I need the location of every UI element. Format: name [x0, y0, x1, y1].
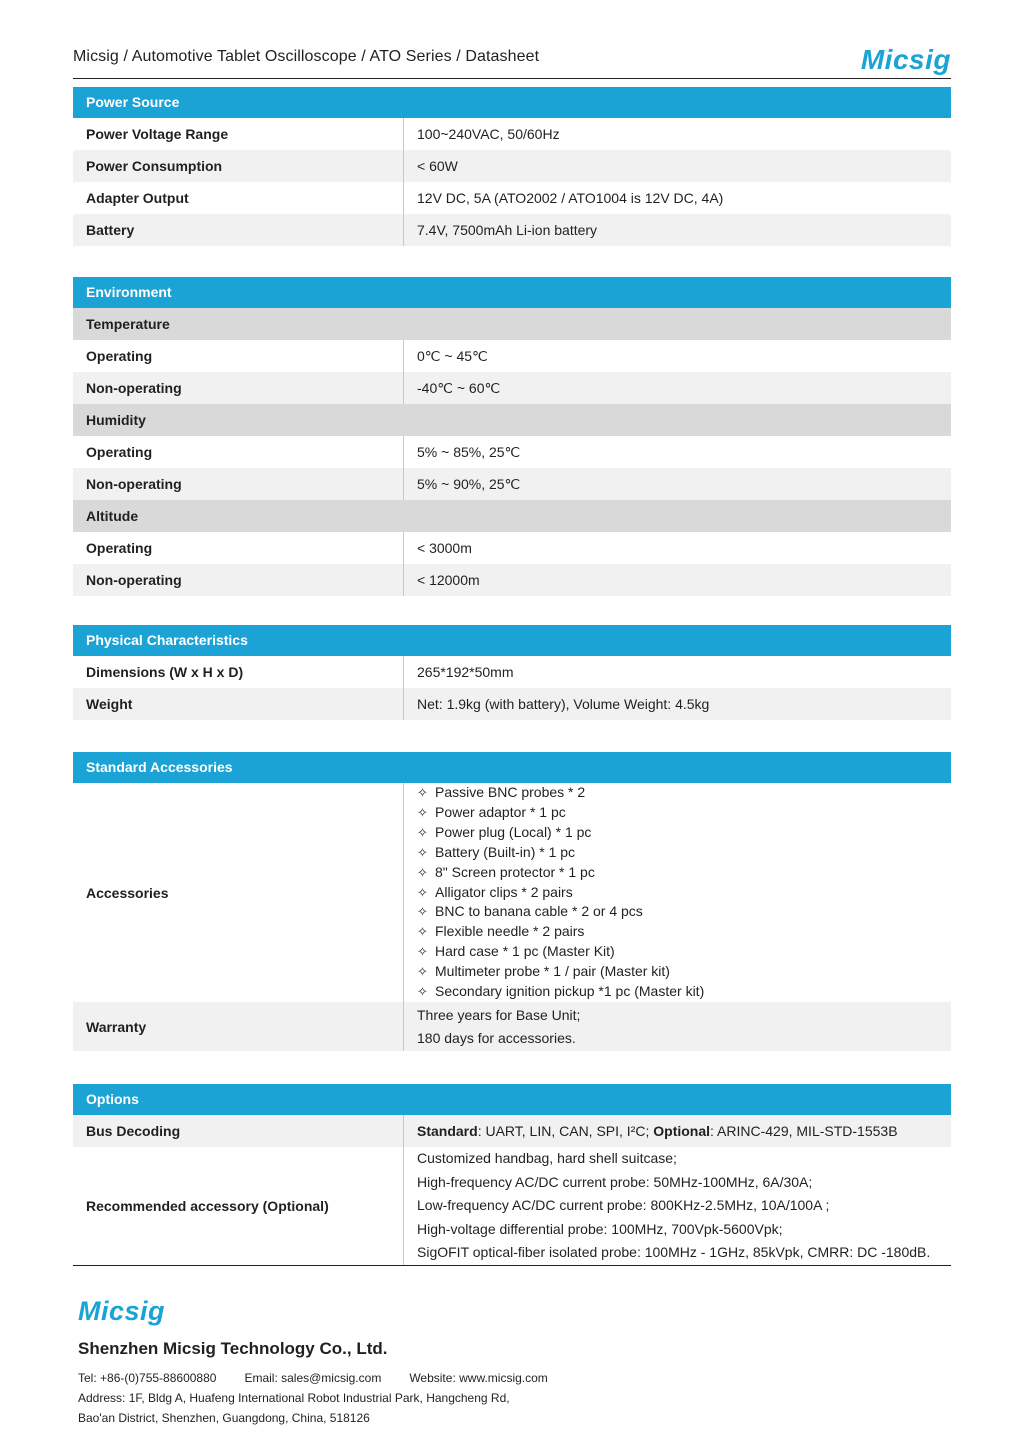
power-source-section [73, 87, 951, 246]
table-row [73, 564, 951, 596]
row-value: 12V DC, 5A (ATO2002 / ATO1004 is 12V DC, 4A) [417, 190, 724, 206]
row-label: Warranty [73, 1002, 404, 1051]
row-label: Power Consumption [73, 150, 404, 182]
list-item: ✧ Hard case * 1 pc (Master Kit) [417, 942, 615, 962]
section-title: Power Source [73, 87, 951, 118]
standard-value: : UART, LIN, CAN, SPI, I²C; [477, 1123, 654, 1139]
list-item: ✧ Power adaptor * 1 pc [417, 803, 566, 823]
contact-line [78, 1368, 576, 1388]
sparkle-bullet-icon: ✧ [417, 824, 428, 840]
table-row [73, 150, 951, 182]
recommended-list [404, 1147, 951, 1265]
list-item: High-voltage differential probe: 100MHz, 700Vpk-5600Vpk; [417, 1220, 783, 1237]
sparkle-bullet-icon: ✧ [417, 844, 428, 860]
list-item: ✧ BNC to banana cable * 2 or 4 pcs [417, 902, 643, 922]
document-title: Micsig / Automotive Tablet Oscilloscope / ATO Series / Datasheet [73, 48, 540, 65]
email-address: Email: sales@micsig.com [244, 1371, 382, 1385]
section-title: Environment [73, 277, 951, 308]
list-item: ✧ Secondary ignition pickup *1 pc (Master kit) [417, 982, 704, 1002]
divider [73, 1265, 951, 1266]
table-row [73, 468, 951, 500]
footer-micsig-logo: Micsig [78, 1296, 166, 1326]
micsig-logo: Micsig [860, 44, 951, 75]
warranty-line: Three years for Base Unit; [417, 1006, 581, 1023]
table-row [73, 118, 951, 150]
sparkle-bullet-icon: ✧ [417, 924, 428, 940]
row-label: Adapter Output [73, 182, 404, 214]
list-item: ✧ Power plug (Local) * 1 pc [417, 823, 591, 843]
row-value: < 3000m [417, 540, 472, 556]
list-item: Low-frequency AC/DC current probe: 800KHz-2.5MHz, 10A/100A ; [417, 1197, 830, 1214]
list-item: ✧ Multimeter probe * 1 / pair (Master kit) [417, 962, 670, 982]
list-item: ✧ Alligator clips * 2 pairs [417, 883, 573, 903]
row-label: Non-operating [73, 468, 404, 500]
row-label: Non-operating [73, 564, 404, 596]
accessory-list [404, 783, 951, 1002]
list-item: ✧ 8" Screen protector * 1 pc [417, 863, 595, 883]
accessories-section [73, 752, 951, 1051]
row-label: Bus Decoding [73, 1115, 404, 1147]
table-row [73, 372, 951, 404]
row-value: 265*192*50mm [417, 664, 514, 680]
table-row [73, 436, 951, 468]
table-row [73, 340, 951, 372]
optional-value: : ARINC-429, MIL-STD-1553B [710, 1123, 898, 1139]
row-value: Net: 1.9kg (with battery), Volume Weight: 4.5kg [417, 696, 710, 712]
sparkle-bullet-icon: ✧ [417, 904, 428, 920]
row-label: Operating [73, 340, 404, 372]
section-title: Physical Characteristics [73, 625, 951, 656]
page-header [73, 46, 951, 79]
subsection-title: Altitude [73, 500, 951, 532]
table-row [73, 182, 951, 214]
table-row [73, 1115, 951, 1147]
list-item: ✧ Battery (Built-in) * 1 pc [417, 843, 575, 863]
row-value: 0℃ ~ 45℃ [417, 347, 488, 364]
row-label: Dimensions (W x H x D) [73, 656, 404, 688]
row-label: Non-operating [73, 372, 404, 404]
row-label: Operating [73, 436, 404, 468]
optional-label: Optional [653, 1123, 711, 1139]
table-row [73, 214, 951, 246]
sparkle-bullet-icon: ✧ [417, 864, 428, 880]
row-value: 5% ~ 85%, 25℃ [417, 443, 521, 460]
row-value: < 12000m [417, 572, 480, 588]
company-name: Shenzhen Micsig Technology Co., Ltd. [78, 1339, 388, 1358]
sparkle-bullet-icon: ✧ [417, 964, 428, 980]
subsection-title: Temperature [73, 308, 951, 340]
list-item: ✧ Flexible needle * 2 pairs [417, 922, 584, 942]
section-title: Options [73, 1084, 951, 1115]
row-value: -40℃ ~ 60℃ [417, 379, 501, 396]
row-value: 5% ~ 90%, 25℃ [417, 475, 521, 492]
list-item: High-frequency AC/DC current probe: 50MHz-100MHz, 6A/30A; [417, 1173, 813, 1190]
warranty-value [404, 1002, 951, 1051]
row-label: Power Voltage Range [73, 118, 404, 150]
table-row [73, 1002, 951, 1051]
table-row [73, 688, 951, 720]
subsection-title: Humidity [73, 404, 951, 436]
list-item: Customized handbag, hard shell suitcase; [417, 1150, 677, 1167]
sparkle-bullet-icon: ✧ [417, 984, 428, 999]
physical-section [73, 625, 951, 720]
options-section [73, 1084, 951, 1265]
sparkle-bullet-icon: ✧ [417, 884, 428, 900]
row-value: 100~240VAC, 50/60Hz [417, 126, 560, 142]
section-title: Standard Accessories [73, 752, 951, 783]
table-row [73, 656, 951, 688]
row-value [404, 1115, 951, 1147]
contact-info [78, 1368, 576, 1428]
row-label: Operating [73, 532, 404, 564]
phone-number: Tel: +86-(0)755-88600880 [78, 1371, 217, 1385]
environment-section [73, 277, 951, 596]
table-row [73, 1147, 951, 1265]
row-value: 7.4V, 7500mAh Li-ion battery [417, 222, 598, 238]
row-label: Recommended accessory (Optional) [73, 1147, 404, 1265]
sparkle-bullet-icon: ✧ [417, 785, 428, 801]
sparkle-bullet-icon: ✧ [417, 944, 428, 960]
sparkle-bullet-icon: ✧ [417, 804, 428, 820]
table-row [73, 532, 951, 564]
standard-label: Standard [417, 1123, 478, 1139]
address-line: Address: 1F, Bldg A, Huafeng International Robot Industrial Park, Hangcheng Rd, [78, 1391, 510, 1405]
list-item: SigOFIT optical-fiber isolated probe: 100MHz - 1GHz, 85kVpk, CMRR: DC -180dB. [417, 1244, 931, 1261]
address-line: Bao'an District, Shenzhen, Guangdong, China, 518126 [78, 1411, 370, 1425]
warranty-line: 180 days for accessories. [417, 1029, 576, 1046]
row-label: Accessories [73, 783, 404, 1002]
table-row [73, 783, 951, 1002]
row-value: < 60W [417, 158, 458, 174]
list-item: ✧ Passive BNC probes * 2 [417, 783, 585, 803]
website-link[interactable]: Website: www.micsig.com [409, 1371, 548, 1385]
row-label: Weight [73, 688, 404, 720]
row-label: Battery [73, 214, 404, 246]
